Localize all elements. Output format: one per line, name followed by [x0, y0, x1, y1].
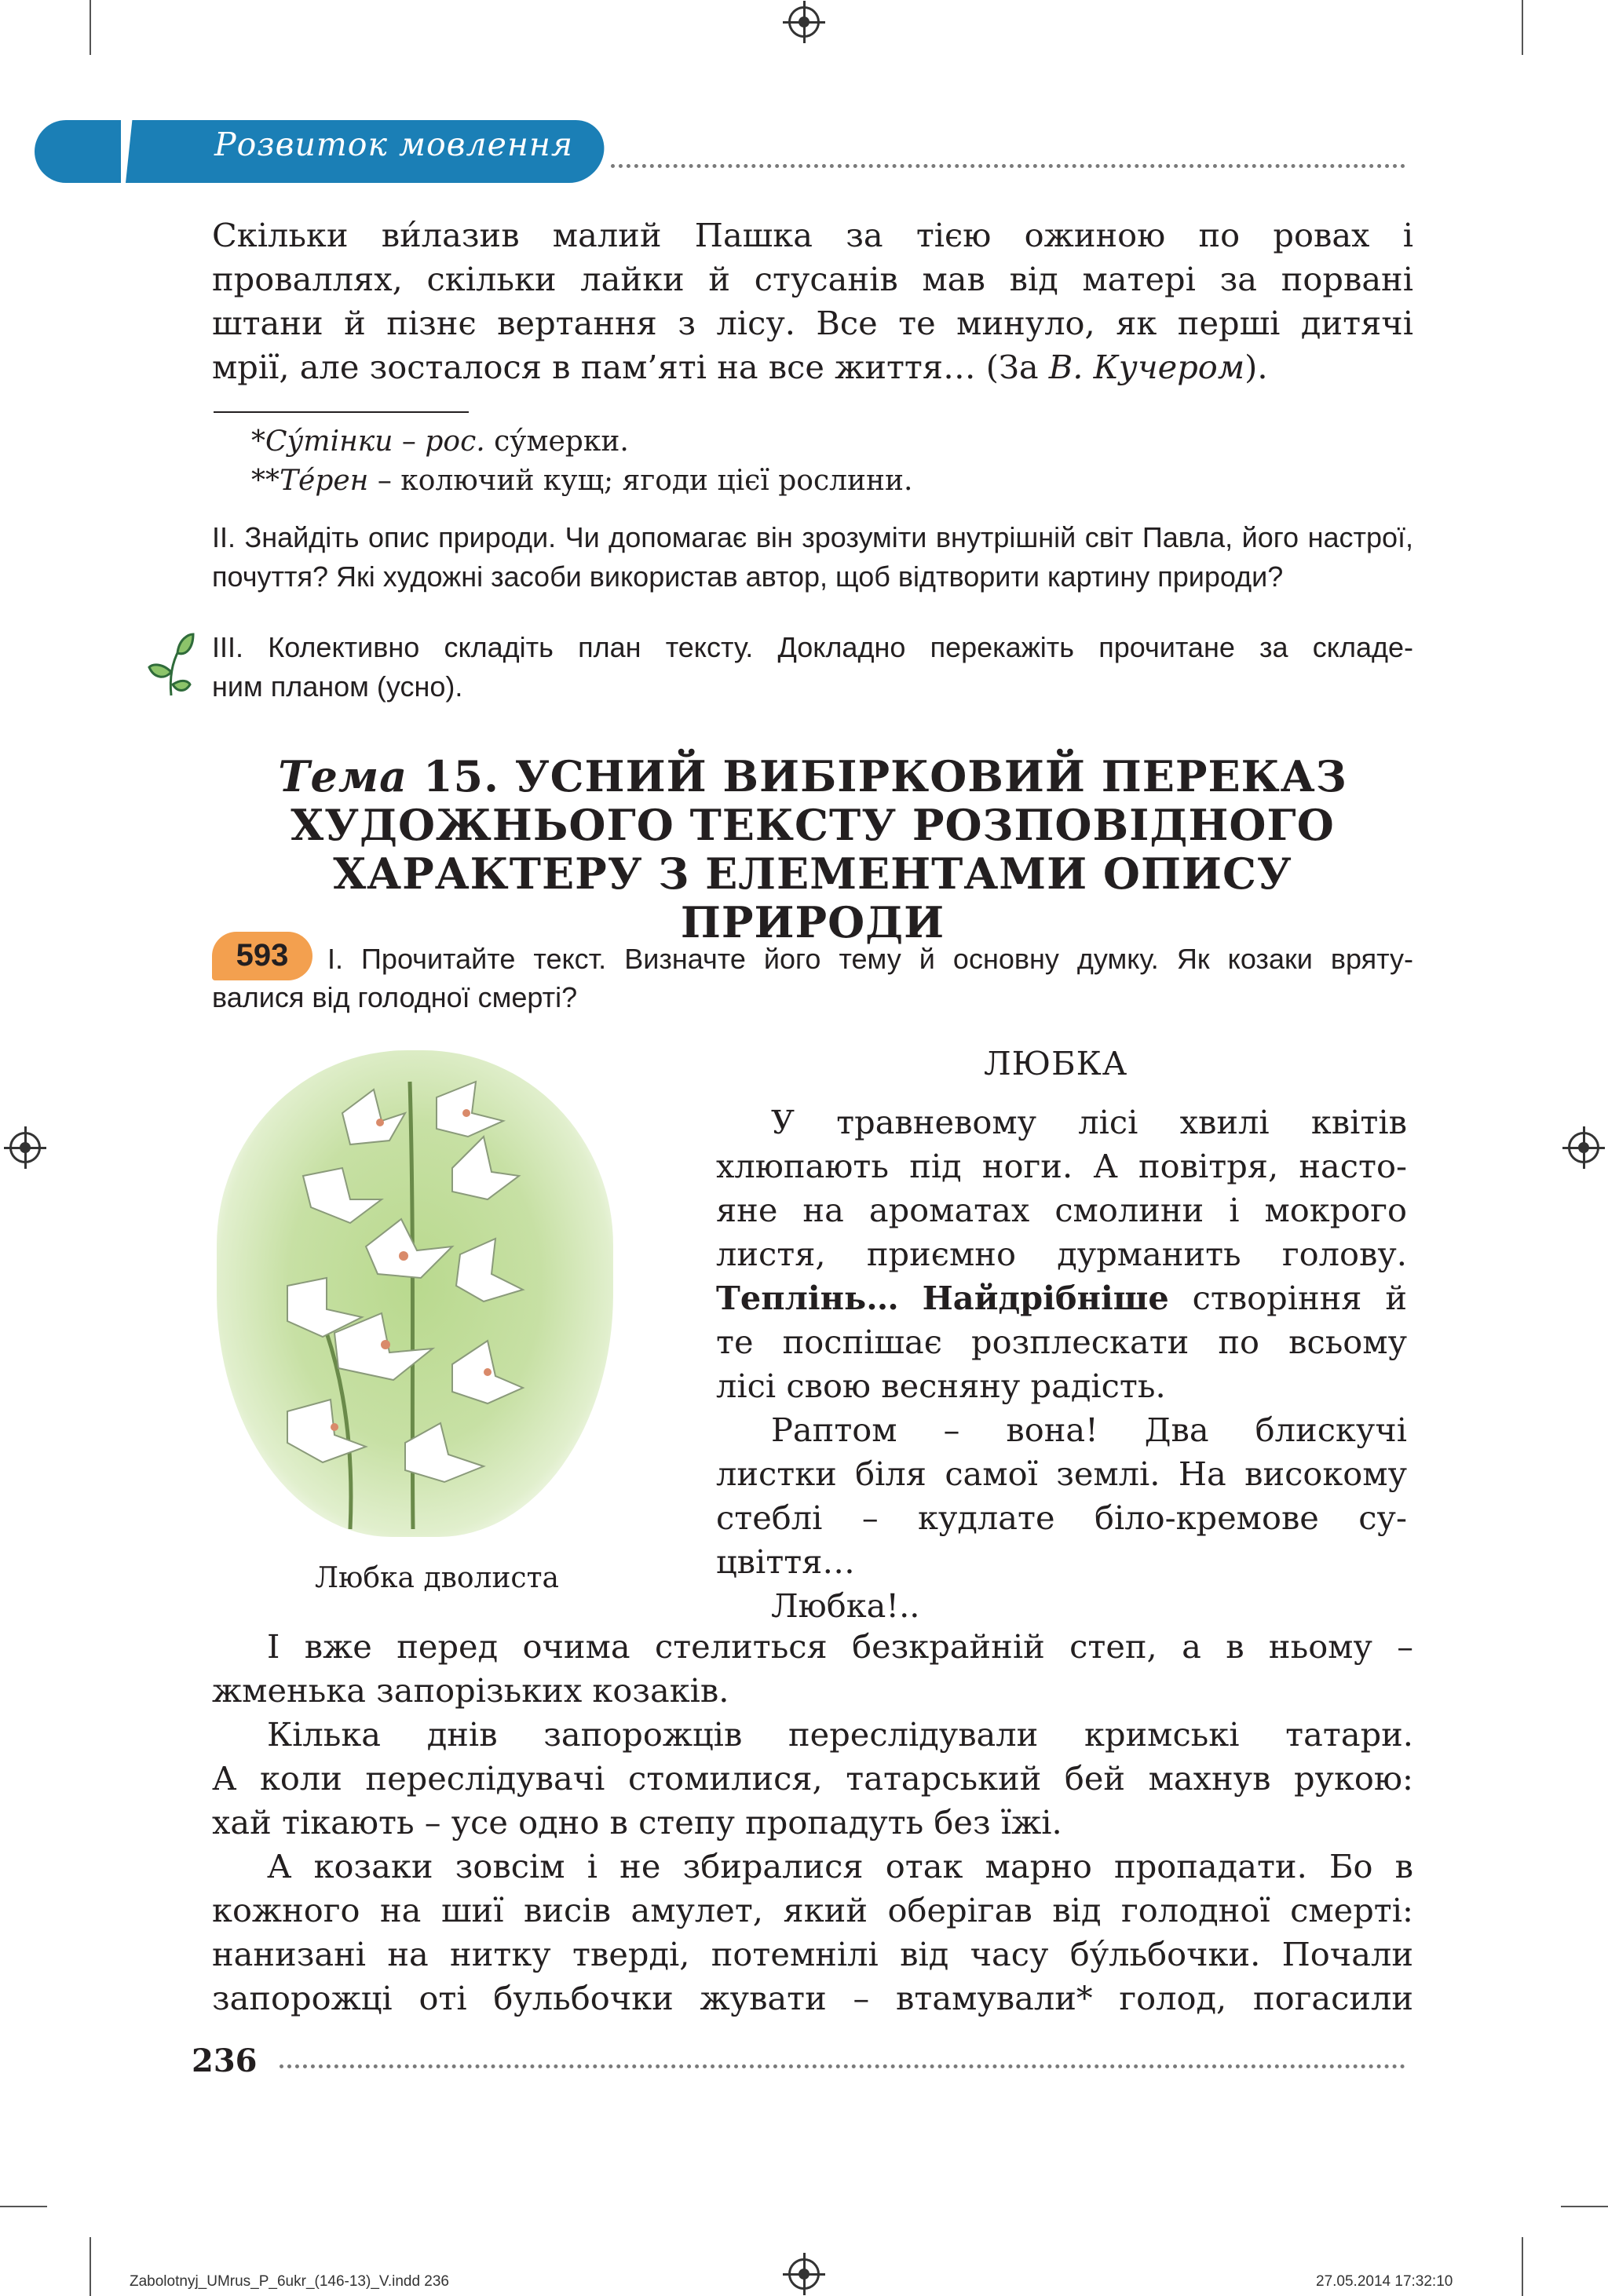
text-line: стеблі – кудлате біло-кремове су-	[716, 1498, 1407, 1537]
footnote-1	[251, 422, 629, 462]
story-title: ЛЮБКА	[984, 1044, 1128, 1082]
topic-heading-line: ХУДОЖНЬОГО ТЕКСТУ РОЗПОВІДНОГО	[291, 800, 1335, 850]
registration-mark-icon	[1568, 1132, 1599, 1163]
text-line: хай тікають – усе одно в степу пропадуть без їжі.	[212, 1803, 1062, 1842]
print-slug-date: 27.05.2014 17:32:10	[1316, 2273, 1453, 2290]
topic-heading-line: ХАРАКТЕРУ З ЕЛЕМЕНТАМИ ОПИСУ ПРИРОДИ	[333, 849, 1292, 947]
bold-word: Найдрібніше	[922, 1279, 1169, 1317]
text-line: А козаки зовсім і не збиралися отак марно пропадати. Бо в	[267, 1847, 1413, 1885]
registration-mark-icon	[788, 2258, 820, 2290]
text-line: ним планом (усно).	[212, 670, 463, 703]
text-line: У травневому лісі хвилі квітів	[771, 1103, 1407, 1141]
crop-mark	[1522, 2237, 1523, 2296]
header-dotted-rule	[611, 164, 1405, 168]
text-line: III. Колективно складіть план тексту. Докладно перекажіть прочитане за складе-	[212, 631, 1413, 663]
leaf-icon	[148, 633, 196, 699]
text-line: кожного на шиї висів амулет, який оберігав від голодної смерті:	[212, 1891, 1413, 1929]
text-line: хлюпають під ноги. А повітря, насто-	[716, 1147, 1407, 1185]
text-line	[716, 1276, 1407, 1320]
text-line: жменька запорізьких козаків.	[212, 1671, 729, 1710]
topic-number: 15.	[422, 751, 499, 801]
text-line	[212, 345, 1413, 389]
text-fragment: – колючий кущ; ягоди цієї рослини.	[368, 465, 913, 497]
registration-mark-icon	[9, 1132, 41, 1163]
footnote-term: *Су́тінки	[251, 425, 393, 458]
text-line: запорожці оті бульбочки жувати – втамували* голод, погасили	[212, 1979, 1413, 2017]
crop-mark	[90, 2237, 91, 2296]
exercise-number-badge	[212, 932, 312, 980]
text-line: І вже перед очима стелиться безкрайній степ, а в ньому –	[267, 1627, 1413, 1666]
task-3	[212, 628, 1413, 706]
author-name: В. Кучером	[1048, 348, 1245, 386]
paragraph-top	[212, 214, 1413, 389]
footnote-rule	[214, 411, 469, 413]
page-number: 236	[192, 2042, 258, 2079]
text-line: лісі свою весняну радість.	[716, 1367, 1166, 1405]
crop-mark	[90, 0, 91, 55]
text-line: Кілька днів запорожців переслідували кримські татари.	[267, 1715, 1413, 1754]
topic-heading	[212, 752, 1413, 801]
text-fragment: су́мерки.	[484, 425, 629, 458]
print-slug-file: Zabolotnyj_UMrus_P_6ukr_(146-13)_V.indd 236	[130, 2273, 449, 2290]
text-line: Любка!..	[771, 1586, 920, 1625]
crop-mark	[0, 2206, 47, 2207]
text-line: те поспішає розплескати по всьому	[716, 1323, 1407, 1361]
text-fragment: –	[393, 425, 426, 458]
text-line: проваллях, скільки лайки й стусанів мав від матері за порвані	[212, 260, 1413, 298]
exercise-instruction	[327, 940, 1413, 979]
footnote-term: **Те́рен	[251, 465, 369, 497]
text-line: штани й пізнє вертання з лісу. Все те минуло, як перші дитячі	[212, 304, 1413, 342]
text-line: А коли переслідувачі стомилися, татарський бей махнув рукою:	[212, 1759, 1413, 1798]
text-line: Скільки ви́лазив малий Пашка за тією ожиною по ровах і	[212, 216, 1413, 254]
bold-word: Теплінь…	[716, 1279, 899, 1317]
header-banner-tab	[35, 120, 121, 183]
exercise-instruction-cont: валися від голодної смерті?	[212, 981, 578, 1013]
registration-mark-icon	[788, 6, 820, 38]
crop-mark	[1522, 0, 1523, 55]
text-fragment: ).	[1244, 348, 1268, 386]
orchid-drawing	[217, 1050, 613, 1537]
task-2: II. Знайдіть опис природи. Чи допомагає він зрозуміти внутрішній світ Павла, його настрої, почуття? Які художні засоби використав автор, щоб відтворити картину природи?	[212, 521, 1413, 593]
topic-line: УСНИЙ ВИБІРКОВИЙ ПЕРЕКАЗ	[514, 751, 1347, 801]
text-line: Раптом – вона! Два блискучі	[771, 1411, 1407, 1449]
footer-dotted-rule	[280, 2064, 1405, 2068]
text-line: нанизані на нитку тверді, потемнілі від часу бу́льбочки. Почали	[212, 1935, 1413, 1973]
topic-label: Тема	[278, 751, 408, 801]
text-fragment: створіння й	[1168, 1279, 1407, 1317]
figure-caption: Любка дволиста	[315, 1562, 559, 1594]
text-line: яне на ароматах смолини і мокрого	[716, 1191, 1407, 1229]
footnote-2	[251, 462, 912, 501]
crop-mark	[1561, 2206, 1608, 2207]
text-line: цвіття…	[716, 1542, 855, 1581]
section-title: Розвиток мовлення	[214, 126, 574, 163]
story-column	[716, 1101, 1407, 1628]
text-line: листя, приємно дурманить голову.	[716, 1235, 1407, 1273]
orchid-illustration	[217, 1050, 613, 1537]
exercise-number: 593	[236, 938, 289, 973]
text-line: листки біля самої землі. На високому	[716, 1455, 1407, 1493]
text-fragment: мрії, але зосталося в пам’яті на все життя… (За	[212, 348, 1049, 386]
text-line: I. Прочитайте текст. Визначте його тему й основну думку. Як козаки вряту-	[327, 943, 1413, 975]
story-paragraph	[212, 1625, 1413, 2020]
footnote-abbr: рос.	[425, 425, 485, 458]
